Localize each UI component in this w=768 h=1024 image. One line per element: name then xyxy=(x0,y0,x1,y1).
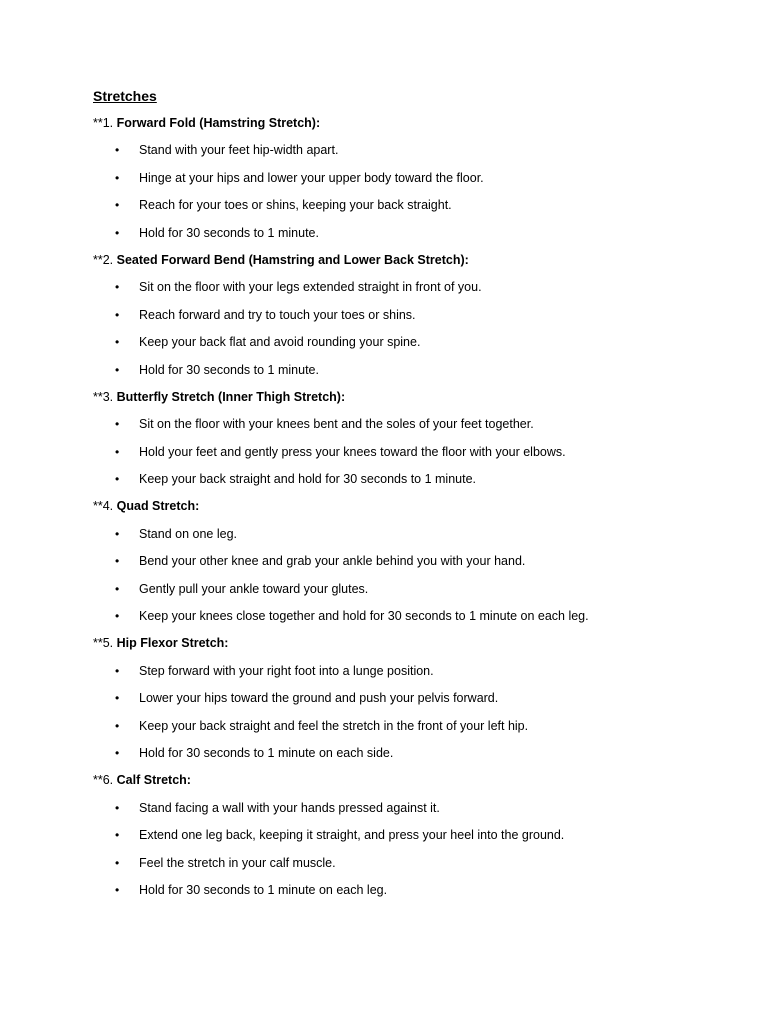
bullet-icon: • xyxy=(115,526,120,541)
sections-container xyxy=(93,114,713,899)
list-item xyxy=(93,306,713,324)
section-title: Butterfly Stretch (Inner Thigh Stretch): xyxy=(116,389,346,404)
list-item-text: Lower your hips toward the ground and push your pelvis forward. xyxy=(139,691,499,706)
list-item xyxy=(93,525,713,543)
list-item xyxy=(93,552,713,570)
list-item-text: Keep your knees close together and hold for 30 seconds to 1 minute on each leg. xyxy=(139,609,589,624)
section-title: Quad Stretch: xyxy=(116,499,200,514)
list-item-text: Stand facing a wall with your hands pressed against it. xyxy=(139,800,440,815)
list-item xyxy=(93,689,713,707)
list-item-text: Keep your back flat and avoid rounding your spine. xyxy=(139,335,421,350)
list-item-text: Keep your back straight and hold for 30 seconds to 1 minute. xyxy=(139,472,477,487)
list-item xyxy=(93,826,713,844)
section-number: **6. xyxy=(93,773,114,788)
bullet-icon: • xyxy=(115,362,120,377)
list-item xyxy=(93,278,713,296)
bullet-list xyxy=(93,799,713,899)
section-title: Hip Flexor Stretch: xyxy=(116,636,229,651)
document-body xyxy=(93,86,713,908)
list-item-text: Gently pull your ankle toward your glutes. xyxy=(139,581,369,596)
list-item xyxy=(93,717,713,735)
bullet-icon: • xyxy=(115,691,120,706)
list-item xyxy=(93,881,713,899)
list-item-text: Hold for 30 seconds to 1 minute on each leg. xyxy=(139,882,388,897)
list-item-text: Stand on one leg. xyxy=(139,526,237,541)
section-heading xyxy=(93,251,713,269)
section-number: **5. xyxy=(93,636,114,651)
list-item xyxy=(93,141,713,159)
section-title: Seated Forward Bend (Hamstring and Lower Back Stretch): xyxy=(116,252,469,267)
list-item-text: Feel the stretch in your calf muscle. xyxy=(139,855,336,870)
bullet-icon: • xyxy=(115,581,120,596)
bullet-list xyxy=(93,662,713,762)
list-item xyxy=(93,196,713,214)
list-item xyxy=(93,333,713,351)
section-heading xyxy=(93,771,713,789)
list-item xyxy=(93,607,713,625)
list-item-text: Bend your other knee and grab your ankle behind you with your hand. xyxy=(139,554,526,569)
bullet-list xyxy=(93,525,713,625)
list-item-text: Step forward with your right foot into a lunge position. xyxy=(139,663,434,678)
bullet-icon: • xyxy=(115,800,120,815)
bullet-icon: • xyxy=(115,609,120,624)
section-title: Forward Fold (Hamstring Stretch): xyxy=(116,116,321,130)
section-number: **2. xyxy=(93,252,114,267)
list-item-text: Extend one leg back, keeping it straight, and press your heel into the ground. xyxy=(139,828,565,843)
list-item-text: Keep your back straight and feel the stretch in the front of your left hip. xyxy=(139,718,529,733)
section-title: Calf Stretch: xyxy=(116,773,191,788)
section-heading xyxy=(93,634,713,652)
bullet-icon: • xyxy=(115,417,120,432)
bullet-icon: • xyxy=(115,198,120,213)
bullet-icon: • xyxy=(115,335,120,350)
bullet-list xyxy=(93,141,713,241)
bullet-icon: • xyxy=(115,855,120,870)
section-number: **4. xyxy=(93,499,114,514)
section-heading xyxy=(93,114,713,132)
bullet-icon: • xyxy=(115,663,120,678)
list-item xyxy=(93,854,713,872)
section-number: **3. xyxy=(93,389,114,404)
bullet-icon: • xyxy=(115,718,120,733)
list-item-text: Hold for 30 seconds to 1 minute on each side. xyxy=(139,745,394,760)
list-item-text: Hinge at your hips and lower your upper body toward the floor. xyxy=(139,170,484,185)
bullet-icon: • xyxy=(115,472,120,487)
list-item-text: Hold your feet and gently press your knees toward the floor with your elbows. xyxy=(139,444,566,459)
list-item-text: Hold for 30 seconds to 1 minute. xyxy=(139,362,319,377)
section-heading xyxy=(93,388,713,406)
list-item-text: Stand with your feet hip-width apart. xyxy=(139,143,339,158)
list-item-text: Reach forward and try to touch your toes or shins. xyxy=(139,307,416,322)
list-item-text: Sit on the floor with your knees bent and the soles of your feet together. xyxy=(139,417,534,432)
bullet-list xyxy=(93,415,713,488)
list-item-text: Reach for your toes or shins, keeping your back straight. xyxy=(139,198,452,213)
section-number: **1. xyxy=(93,116,114,130)
list-item xyxy=(93,470,713,488)
list-item xyxy=(93,799,713,817)
list-item xyxy=(93,662,713,680)
bullet-icon: • xyxy=(115,307,120,322)
section-heading xyxy=(93,497,713,515)
bullet-icon: • xyxy=(115,828,120,843)
bullet-icon: • xyxy=(115,554,120,569)
bullet-icon: • xyxy=(115,280,120,295)
bullet-icon: • xyxy=(115,745,120,760)
list-item xyxy=(93,580,713,598)
list-item xyxy=(93,361,713,379)
list-item xyxy=(93,415,713,433)
bullet-icon: • xyxy=(115,882,120,897)
bullet-icon: • xyxy=(115,225,120,240)
list-item xyxy=(93,224,713,242)
bullet-list xyxy=(93,278,713,378)
bullet-icon: • xyxy=(115,170,120,185)
bullet-icon: • xyxy=(115,444,120,459)
list-item-text: Hold for 30 seconds to 1 minute. xyxy=(139,225,319,240)
bullet-icon: • xyxy=(115,143,120,158)
list-item xyxy=(93,443,713,461)
list-item-text: Sit on the floor with your legs extended straight in front of you. xyxy=(139,280,482,295)
list-item xyxy=(93,169,713,187)
list-item xyxy=(93,744,713,762)
document-title: Stretches xyxy=(93,88,157,104)
